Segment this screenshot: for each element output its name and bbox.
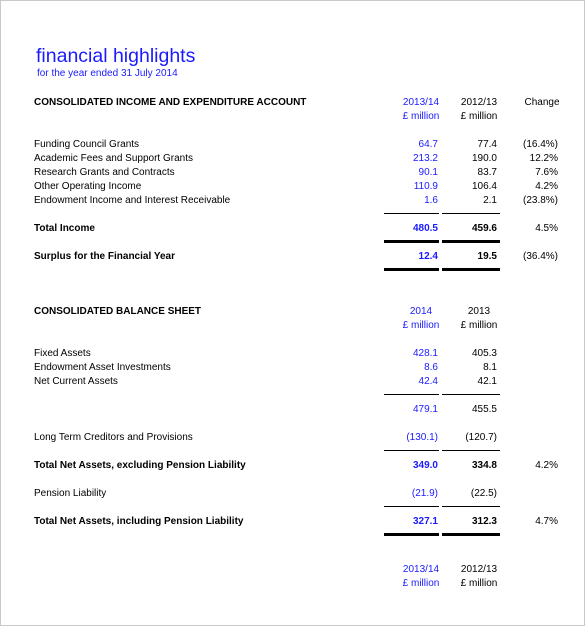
surplus-prior: 19.5 (477, 251, 497, 262)
pension-prior: (22.5) (470, 488, 497, 499)
footer-col-a-unit: £ million (402, 578, 440, 589)
rule (384, 450, 439, 451)
income-row-value-current: 64.7 (418, 139, 438, 150)
rule (384, 268, 439, 271)
footer-col-b-year: 2012/13 (460, 564, 498, 575)
total-income-change: 4.5% (535, 223, 558, 234)
surplus-change: (36.4%) (522, 251, 558, 262)
total-income-current: 480.5 (412, 223, 438, 234)
rule (442, 506, 500, 507)
rule (384, 533, 439, 536)
income-row-value-prior: 106.4 (471, 181, 497, 192)
income-row-value-prior: 190.0 (471, 153, 497, 164)
balance-row-value-prior: 405.3 (471, 348, 497, 359)
balance-col-b-unit: £ million (460, 320, 498, 331)
net-assets-incl-prior: 312.3 (471, 516, 497, 527)
income-col-a-unit: £ million (402, 111, 440, 122)
income-row-value-prior: 2.1 (483, 195, 497, 206)
page-subtitle: for the year ended 31 July 2014 (37, 68, 178, 79)
balance-row-label: Fixed Assets (34, 348, 91, 359)
net-assets-excl-change: 4.2% (535, 460, 558, 471)
income-row-label: Endowment Income and Interest Receivable (34, 195, 231, 206)
rule (442, 450, 500, 451)
income-row-value-prior: 83.7 (477, 167, 497, 178)
income-row-change: 4.2% (535, 181, 558, 192)
income-row-change: 12.2% (529, 153, 558, 164)
creditors-prior: (120.7) (465, 432, 497, 443)
income-row-change: (23.8%) (522, 195, 558, 206)
creditors-label: Long Term Creditors and Provisions (34, 432, 193, 443)
income-row-change: (16.4%) (522, 139, 558, 150)
balance-row-value-prior: 42.1 (477, 376, 497, 387)
rule (384, 394, 439, 395)
rule (442, 213, 500, 214)
income-row-label: Academic Fees and Support Grants (34, 153, 193, 164)
pension-current: (21.9) (411, 488, 438, 499)
footer-col-a-year: 2013/14 (402, 564, 440, 575)
rule (384, 506, 439, 507)
total-income-prior: 459.6 (471, 223, 497, 234)
net-assets-excl-current: 349.0 (412, 460, 438, 471)
balance-col-a-unit: £ million (402, 320, 440, 331)
income-row-label: Funding Council Grants (34, 139, 140, 150)
net-assets-excl-prior: 334.8 (471, 460, 497, 471)
balance-col-a-year: 2014 (409, 306, 433, 317)
rule (442, 268, 500, 271)
income-row-label: Other Operating Income (34, 181, 142, 192)
balance-subtotal-current: 479.1 (412, 404, 438, 415)
balance-subtotal-prior: 455.5 (471, 404, 497, 415)
income-col-b-unit: £ million (460, 111, 498, 122)
balance-row-label: Net Current Assets (34, 376, 118, 387)
income-row-value-prior: 77.4 (477, 139, 497, 150)
page-title: financial highlights (36, 45, 196, 67)
footer-col-b-unit: £ million (460, 578, 498, 589)
rule (442, 533, 500, 536)
net-assets-incl-current: 327.1 (412, 516, 438, 527)
income-row-label: Research Grants and Contracts (34, 167, 175, 178)
creditors-current: (130.1) (406, 432, 438, 443)
net-assets-excl-label: Total Net Assets, excluding Pension Liability (34, 460, 246, 471)
rule (384, 213, 439, 214)
income-heading: CONSOLIDATED INCOME AND EXPENDITURE ACCOUNT (34, 97, 307, 108)
balance-row-value-current: 42.4 (418, 376, 438, 387)
income-row-change: 7.6% (535, 167, 558, 178)
income-row-value-current: 213.2 (412, 153, 438, 164)
balance-row-value-current: 8.6 (424, 362, 438, 373)
total-income-label: Total Income (34, 223, 95, 234)
balance-row-value-current: 428.1 (412, 348, 438, 359)
pension-label: Pension Liability (34, 488, 107, 499)
rule (442, 240, 500, 243)
balance-row-value-prior: 8.1 (483, 362, 497, 373)
income-col-b-year: 2012/13 (460, 97, 498, 108)
balance-col-b-year: 2013 (467, 306, 491, 317)
balance-heading: CONSOLIDATED BALANCE SHEET (34, 306, 202, 317)
income-row-value-current: 110.9 (413, 181, 438, 192)
surplus-current: 12.4 (418, 251, 438, 262)
income-col-a-year: 2013/14 (402, 97, 440, 108)
net-assets-incl-label: Total Net Assets, including Pension Liability (34, 516, 244, 527)
income-row-value-current: 90.1 (418, 167, 438, 178)
surplus-label: Surplus for the Financial Year (34, 251, 175, 262)
rule (442, 394, 500, 395)
income-col-change: Change (524, 97, 560, 108)
rule (384, 240, 439, 243)
net-assets-incl-change: 4.7% (535, 516, 558, 527)
income-row-value-current: 1.6 (424, 195, 438, 206)
balance-row-label: Endowment Asset Investments (34, 362, 171, 373)
